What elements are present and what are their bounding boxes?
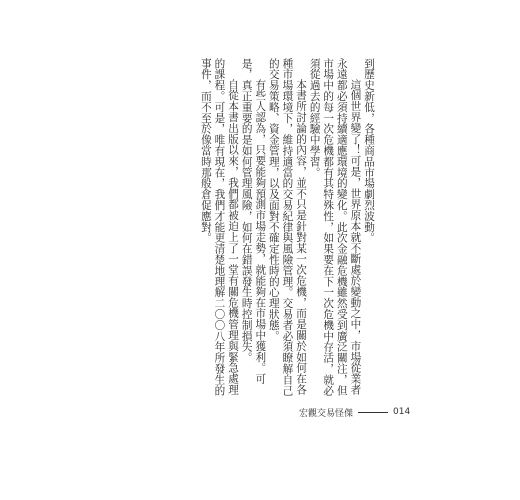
paragraph: 本書所討論的內容，並不只是針對某一次危機，而是關於如何在各種市場環境下，維持適當的交易紀律與風險管理。交易者必須瞭解自己的交易策略、資金管理，以及面對不確定性時的心理狀態。 [267, 58, 308, 396]
page-number: 014 [393, 407, 411, 417]
body-text [165, 58, 375, 398]
footer-rule [358, 412, 388, 413]
paragraph: 自從本書出版以來，我們都被迫上了一堂有關危機管理與緊急處理的課程。可是，唯有現在，我們才能更清楚地理解二〇〇八年所發生的事件，而不至於像當時那般倉促應對。 [199, 58, 240, 396]
running-title: 宏觀交易怪傑 [299, 408, 354, 419]
paragraph: 到歷史新低，各種商品市場劇烈波動。 [363, 58, 375, 244]
page-footer [299, 405, 419, 419]
paragraph: 有些人認為，只要能夠預測市場走勢，就能夠在市場中獲利。可是，真正重要的是如何管理風險，如何在錯誤發生時控制損失。 [240, 58, 267, 385]
paragraph: 這個世界變了！可是，世界原本就不斷處於變動之中，市場從業者永遠都必須持續適應環境的變化。此次金融危機雖然受到廣泛關注，但市場中的每一次危機都有其特殊性，如果要在下一次危機中存活，就必須從過去的經驗中學習。 [308, 58, 362, 396]
